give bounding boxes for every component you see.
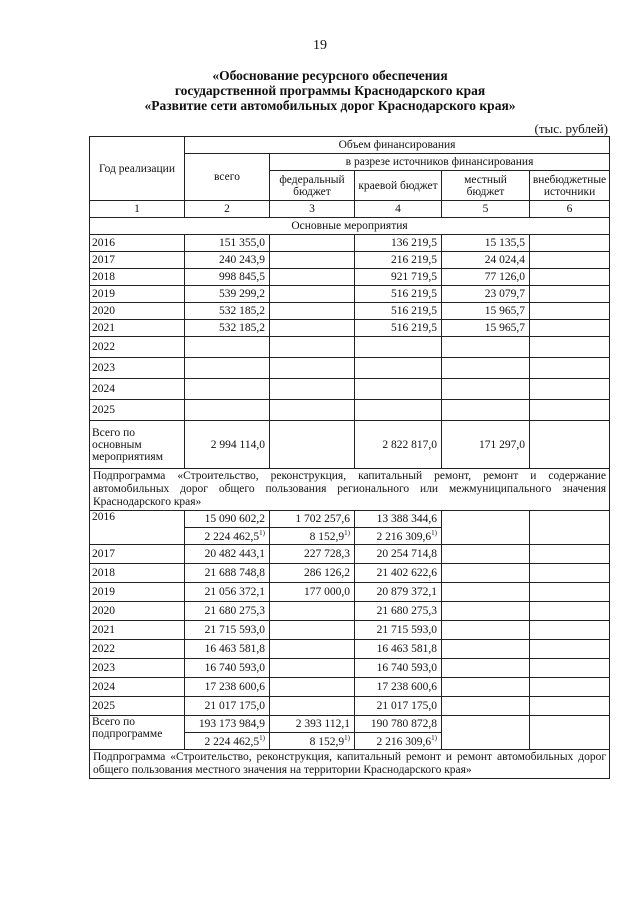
cell-total: 532 185,2 bbox=[185, 320, 270, 337]
cell-local bbox=[442, 583, 530, 602]
document-title bbox=[60, 68, 600, 113]
cell-regional: 21 715 593,0 bbox=[355, 621, 442, 640]
table-row bbox=[90, 564, 610, 583]
cell-regional: 216 219,5 bbox=[355, 252, 442, 269]
cell-extra bbox=[530, 602, 610, 621]
cell-total: 539 299,2 bbox=[185, 286, 270, 303]
cell-extra bbox=[530, 358, 610, 379]
cell-year: 2022 bbox=[90, 640, 185, 659]
table-row bbox=[90, 337, 610, 358]
cell-year: 2021 bbox=[90, 320, 185, 337]
col-num-2: 2 bbox=[185, 201, 270, 218]
cell-federal bbox=[270, 602, 355, 621]
cell-federal bbox=[270, 640, 355, 659]
cell-total: 21 715 593,0 bbox=[185, 621, 270, 640]
section2-sum-total2: 2 224 462,5$^{1)}$ bbox=[185, 733, 270, 750]
section2-first-total2: 2 224 462,5$^{1)}$ bbox=[185, 528, 270, 545]
header-federal: федеральный бюджет bbox=[270, 171, 355, 201]
cell-local: 24 024,4 bbox=[442, 252, 530, 269]
cell-total bbox=[185, 337, 270, 358]
cell-total: 532 185,2 bbox=[185, 303, 270, 320]
cell-year: 2017 bbox=[90, 545, 185, 564]
cell-extra bbox=[530, 564, 610, 583]
cell-extra bbox=[530, 269, 610, 286]
table-row bbox=[90, 697, 610, 716]
cell-local bbox=[442, 697, 530, 716]
table-row bbox=[90, 269, 610, 286]
cell-year: 2017 bbox=[90, 252, 185, 269]
section2-sum-local bbox=[442, 716, 530, 750]
section2-first-local bbox=[442, 511, 530, 545]
col-num-4: 4 bbox=[355, 201, 442, 218]
cell-local bbox=[442, 602, 530, 621]
section1-body bbox=[90, 235, 610, 421]
cell-total: 17 238 600,6 bbox=[185, 678, 270, 697]
section2-first-federal: 1 702 257,6 bbox=[270, 511, 355, 528]
section1-sum-row bbox=[90, 421, 610, 469]
cell-year: 2020 bbox=[90, 303, 185, 320]
cell-extra bbox=[530, 697, 610, 716]
cell-year: 2019 bbox=[90, 286, 185, 303]
cell-local bbox=[442, 564, 530, 583]
cell-total bbox=[185, 400, 270, 421]
cell-regional: 516 219,5 bbox=[355, 303, 442, 320]
cell-extra bbox=[530, 286, 610, 303]
cell-regional bbox=[355, 400, 442, 421]
cell-total: 21 017 175,0 bbox=[185, 697, 270, 716]
section2-first-regional2: 2 216 309,6$^{1)}$ bbox=[355, 528, 442, 545]
cell-year: 2025 bbox=[90, 697, 185, 716]
cell-local bbox=[442, 358, 530, 379]
header-by-source: в разрезе источников финансирования bbox=[270, 154, 610, 171]
cell-federal bbox=[270, 678, 355, 697]
cell-extra bbox=[530, 379, 610, 400]
cell-local bbox=[442, 379, 530, 400]
cell-federal bbox=[270, 337, 355, 358]
cell-total: 16 463 581,8 bbox=[185, 640, 270, 659]
cell-federal: 227 728,3 bbox=[270, 545, 355, 564]
col-num-6: 6 bbox=[530, 201, 610, 218]
cell-regional bbox=[355, 337, 442, 358]
footnote-mark: 1) bbox=[431, 734, 437, 743]
footnote-mark: 1) bbox=[259, 529, 265, 538]
cell-federal bbox=[270, 269, 355, 286]
cell-year: 2023 bbox=[90, 358, 185, 379]
col-num-5: 5 bbox=[442, 201, 530, 218]
cell-federal bbox=[270, 621, 355, 640]
header-regional: краевой бюджет bbox=[355, 171, 442, 201]
cell-regional: 16 740 593,0 bbox=[355, 659, 442, 678]
funding-table bbox=[89, 136, 610, 779]
header-year: Год реализации bbox=[90, 137, 185, 201]
cell-year: 2020 bbox=[90, 602, 185, 621]
cell-local bbox=[442, 659, 530, 678]
table-row bbox=[90, 621, 610, 640]
cell-regional: 921 719,5 bbox=[355, 269, 442, 286]
footnote-mark: 1) bbox=[431, 529, 437, 538]
title-line-1: «Обоснование ресурсного обеспечения bbox=[212, 68, 448, 83]
section1-sum-regional: 2 822 817,0 bbox=[355, 421, 442, 469]
section1-sum-label: Всего по основным мероприятиям bbox=[90, 421, 185, 469]
cell-year: 2025 bbox=[90, 400, 185, 421]
footnote-mark: 1) bbox=[259, 734, 265, 743]
cell-total: 998 845,5 bbox=[185, 269, 270, 286]
cell-extra bbox=[530, 659, 610, 678]
cell-extra bbox=[530, 303, 610, 320]
section2-first-year: 2016 bbox=[90, 511, 185, 545]
cell-federal bbox=[270, 697, 355, 716]
cell-total: 240 243,9 bbox=[185, 252, 270, 269]
cell-federal bbox=[270, 286, 355, 303]
section3-title-row bbox=[90, 750, 610, 779]
cell-federal bbox=[270, 379, 355, 400]
cell-regional: 21 402 622,6 bbox=[355, 564, 442, 583]
cell-extra bbox=[530, 320, 610, 337]
cell-regional bbox=[355, 358, 442, 379]
section1-sum-total: 2 994 114,0 bbox=[185, 421, 270, 469]
cell-federal bbox=[270, 358, 355, 379]
cell-year: 2016 bbox=[90, 235, 185, 252]
page-number: 19 bbox=[313, 38, 327, 53]
section2-first-regional: 13 388 344,6 bbox=[355, 511, 442, 528]
section2-sum-federal: 2 393 112,1 bbox=[270, 716, 355, 733]
cell-federal bbox=[270, 320, 355, 337]
cell-regional: 16 463 581,8 bbox=[355, 640, 442, 659]
table-row bbox=[90, 545, 610, 564]
section2-first-federal2: 8 152,9$^{1)}$ bbox=[270, 528, 355, 545]
section2-sum-extra bbox=[530, 716, 610, 750]
title-line-3: «Развитие сети автомобильных дорог Краснодарского края» bbox=[144, 98, 516, 113]
cell-total: 21 056 372,1 bbox=[185, 583, 270, 602]
table-row bbox=[90, 235, 610, 252]
header-local: местный бюджет bbox=[442, 171, 530, 201]
table-row bbox=[90, 252, 610, 269]
section1-sum-local: 171 297,0 bbox=[442, 421, 530, 469]
cell-local: 23 079,7 bbox=[442, 286, 530, 303]
section2-sum-label: Всего по подпрограмме bbox=[90, 716, 185, 750]
table-row bbox=[90, 379, 610, 400]
section2-sum-federal2: 8 152,9$^{1)}$ bbox=[270, 733, 355, 750]
cell-regional: 516 219,5 bbox=[355, 320, 442, 337]
header-extra: внебюджетные источники bbox=[530, 171, 610, 201]
cell-year: 2024 bbox=[90, 379, 185, 400]
table-row bbox=[90, 400, 610, 421]
section2-row-first-a bbox=[90, 511, 610, 528]
cell-local bbox=[442, 337, 530, 358]
cell-total: 21 688 748,8 bbox=[185, 564, 270, 583]
cell-extra bbox=[530, 640, 610, 659]
cell-regional: 21 680 275,3 bbox=[355, 602, 442, 621]
cell-extra bbox=[530, 252, 610, 269]
section1-sum-federal bbox=[270, 421, 355, 469]
cell-year: 2024 bbox=[90, 678, 185, 697]
section2-body bbox=[90, 545, 610, 716]
cell-local bbox=[442, 678, 530, 697]
col-num-3: 3 bbox=[270, 201, 355, 218]
cell-regional: 17 238 600,6 bbox=[355, 678, 442, 697]
cell-local: 15 135,5 bbox=[442, 235, 530, 252]
section-title-row bbox=[90, 218, 610, 235]
header-numbers-row bbox=[90, 201, 610, 218]
cell-year: 2023 bbox=[90, 659, 185, 678]
section1-title: Основные мероприятия bbox=[90, 218, 610, 235]
section1-sum-extra bbox=[530, 421, 610, 469]
cell-extra bbox=[530, 621, 610, 640]
cell-regional: 516 219,5 bbox=[355, 286, 442, 303]
cell-extra bbox=[530, 678, 610, 697]
section2-title: Подпрограмма «Строительство, реконструкция, капитальный ремонт, ремонт и содержание автомобильных дорог общего пользования регионального или межмуниципального значения Краснодарского края» bbox=[90, 469, 610, 511]
table-row bbox=[90, 678, 610, 697]
cell-regional bbox=[355, 379, 442, 400]
cell-extra bbox=[530, 400, 610, 421]
cell-year: 2019 bbox=[90, 583, 185, 602]
footnote-mark: 1) bbox=[344, 734, 350, 743]
cell-year: 2018 bbox=[90, 564, 185, 583]
cell-federal bbox=[270, 252, 355, 269]
cell-total bbox=[185, 379, 270, 400]
cell-year: 2022 bbox=[90, 337, 185, 358]
cell-extra bbox=[530, 337, 610, 358]
table-row bbox=[90, 320, 610, 337]
header-row-1 bbox=[90, 137, 610, 154]
cell-federal bbox=[270, 400, 355, 421]
header-volume: Объем финансирования bbox=[185, 137, 610, 154]
section2-sum-regional2: 2 216 309,6$^{1)}$ bbox=[355, 733, 442, 750]
cell-total: 16 740 593,0 bbox=[185, 659, 270, 678]
table-row bbox=[90, 286, 610, 303]
col-num-1: 1 bbox=[90, 201, 185, 218]
cell-total bbox=[185, 358, 270, 379]
cell-local bbox=[442, 545, 530, 564]
cell-federal bbox=[270, 235, 355, 252]
cell-local: 15 965,7 bbox=[442, 320, 530, 337]
cell-regional: 136 219,5 bbox=[355, 235, 442, 252]
cell-extra bbox=[530, 545, 610, 564]
cell-year: 2018 bbox=[90, 269, 185, 286]
cell-local bbox=[442, 640, 530, 659]
table-row bbox=[90, 602, 610, 621]
cell-local: 77 126,0 bbox=[442, 269, 530, 286]
cell-total: 20 482 443,1 bbox=[185, 545, 270, 564]
table-row bbox=[90, 659, 610, 678]
section2-first-extra bbox=[530, 511, 610, 545]
cell-regional: 20 879 372,1 bbox=[355, 583, 442, 602]
cell-federal: 286 126,2 bbox=[270, 564, 355, 583]
section2-title-row bbox=[90, 469, 610, 511]
cell-extra bbox=[530, 583, 610, 602]
cell-federal: 177 000,0 bbox=[270, 583, 355, 602]
section3-title: Подпрограмма «Строительство, реконструкция, капитальный ремонт и ремонт автомобильных дорог общего пользования местного значения на территории Краснодарского края» bbox=[90, 750, 610, 779]
cell-year: 2021 bbox=[90, 621, 185, 640]
cell-local bbox=[442, 621, 530, 640]
cell-total: 21 680 275,3 bbox=[185, 602, 270, 621]
section2-sum-row-a bbox=[90, 716, 610, 733]
table-row bbox=[90, 640, 610, 659]
cell-total: 151 355,0 bbox=[185, 235, 270, 252]
table-row bbox=[90, 583, 610, 602]
cell-federal bbox=[270, 659, 355, 678]
cell-regional: 20 254 714,8 bbox=[355, 545, 442, 564]
section2-sum-total: 193 173 984,9 bbox=[185, 716, 270, 733]
section2-first-total: 15 090 602,2 bbox=[185, 511, 270, 528]
header-total: всего bbox=[185, 154, 270, 201]
cell-local bbox=[442, 400, 530, 421]
cell-regional: 21 017 175,0 bbox=[355, 697, 442, 716]
table-row bbox=[90, 358, 610, 379]
title-line-2: государственной программы Краснодарского края bbox=[174, 83, 486, 98]
units-label: (тыс. рублей) bbox=[534, 121, 608, 136]
cell-federal bbox=[270, 303, 355, 320]
section2-sum-regional: 190 780 872,8 bbox=[355, 716, 442, 733]
cell-local: 15 965,7 bbox=[442, 303, 530, 320]
table-row bbox=[90, 303, 610, 320]
cell-extra bbox=[530, 235, 610, 252]
footnote-mark: 1) bbox=[344, 529, 350, 538]
